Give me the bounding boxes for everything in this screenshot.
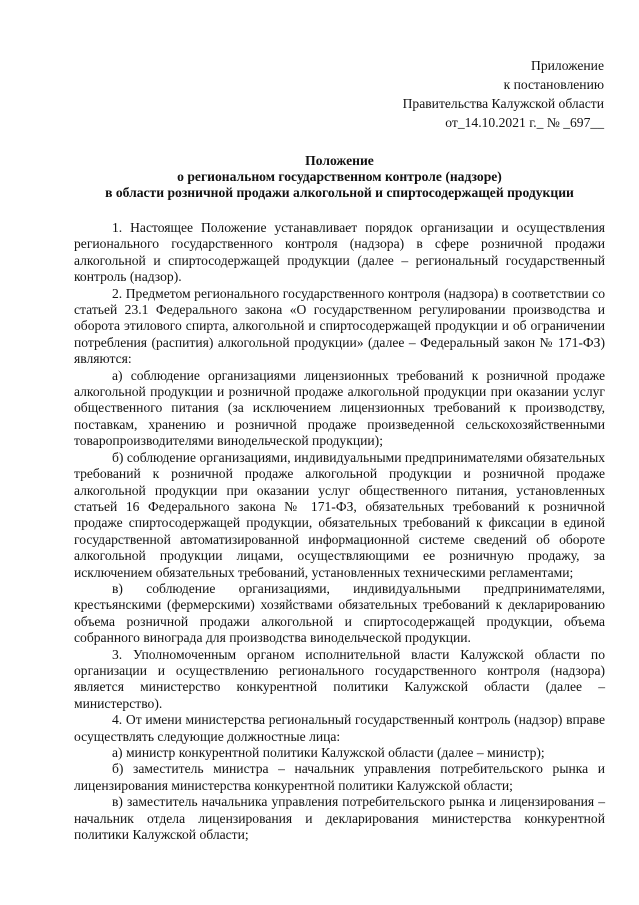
paragraph-4: 4. От имени министерства региональный государственный контроль (надзор) вправе осуществлять следующие должностные лица:	[74, 712, 605, 744]
paragraph-2b: б) соблюдение организациями, индивидуальными предпринимателями обязательных требований к розничной продаже алкогольной продукции и розничной продаже алкогольной продукции при оказании услуг общественного питания, установленных статьей 16 Федерального закона № 171-ФЗ, обязательных требований к розничной продаже спиртосодержащей продукции, обязательных требований к фиксации в единой государственной автоматизированной информационной системе сведений об обороте алкогольной продукции лицами, осуществляющими ее розничную продажу, за исключением обязательных требований, установленных техническими регламентами;	[74, 449, 605, 580]
annex-header	[403, 56, 604, 132]
annex-date-number: от_14.10.2021 г._ № _697__	[445, 115, 604, 130]
paragraph-2v: в) соблюдение организациями, индивидуальными предпринимателями, крестьянскими (фермерскими) хозяйствами обязательных требований к декларированию объема розничной продажи алкогольной и спиртосодержащей продукции, объема собранного винограда для производства винодельческой продукции.	[74, 580, 605, 646]
paragraph-4a: а) министр конкурентной политики Калужской области (далее – министр);	[112, 745, 545, 760]
paragraph-4v: в) заместитель начальника управления потребительского рынка и лицензирования – начальник отдела лицензирования и декларирования министерства конкурентной политики Калужской области;	[74, 794, 605, 843]
paragraph-2: 2. Предметом регионального государственного контроля (надзора) в соответствии со статьей 23.1 Федерального закона «О государственном регулировании производства и оборота этилового спирта, алкогольной и спиртосодержащей продукции и об ограничении потребления (распития) алкогольной продукции» (далее – Федеральный закон № 171-ФЗ) являются:	[74, 285, 605, 367]
paragraph-3: 3. Уполномоченным органом исполнительной власти Калужской области по организации и осуществлению регионального государственного контроля (надзора) является министерство конкурентной политики Калужской области (далее – министерство).	[74, 646, 605, 711]
annex-line: к постановлению	[503, 77, 604, 92]
paragraph-1: 1. Настоящее Положение устанавливает порядок организации и осуществления регионального государственного контроля (надзора) в сфере розничной продажи алкогольной и спиртосодержащей продукции (далее – региональный государственный контроль (надзор).	[74, 220, 605, 285]
title-line: о региональном государственном контроле (надзоре)	[177, 169, 502, 184]
document-title	[74, 153, 605, 201]
paragraph-2a: а) соблюдение организациями лицензионных требований к розничной продаже алкогольной продукции и розничной продаже алкогольной продукции при оказании услуг общественного питания (за исключением лицензионных требований к производству, поставкам, хранению и розничной продаже произведенной сельскохозяйственными товаропроизводителями винодельческой продукции);	[74, 367, 605, 449]
title-line: в области розничной продажи алкогольной и спиртосодержащей продукции	[105, 185, 574, 200]
document-body	[74, 220, 605, 843]
paragraph-4b: б) заместитель министра – начальник управления потребительского рынка и лицензирования министерства конкурентной политики Калужской области;	[74, 761, 605, 793]
title-line: Положение	[305, 153, 374, 168]
annex-line: Приложение	[531, 58, 604, 73]
annex-line: Правительства Калужской области	[402, 96, 604, 111]
